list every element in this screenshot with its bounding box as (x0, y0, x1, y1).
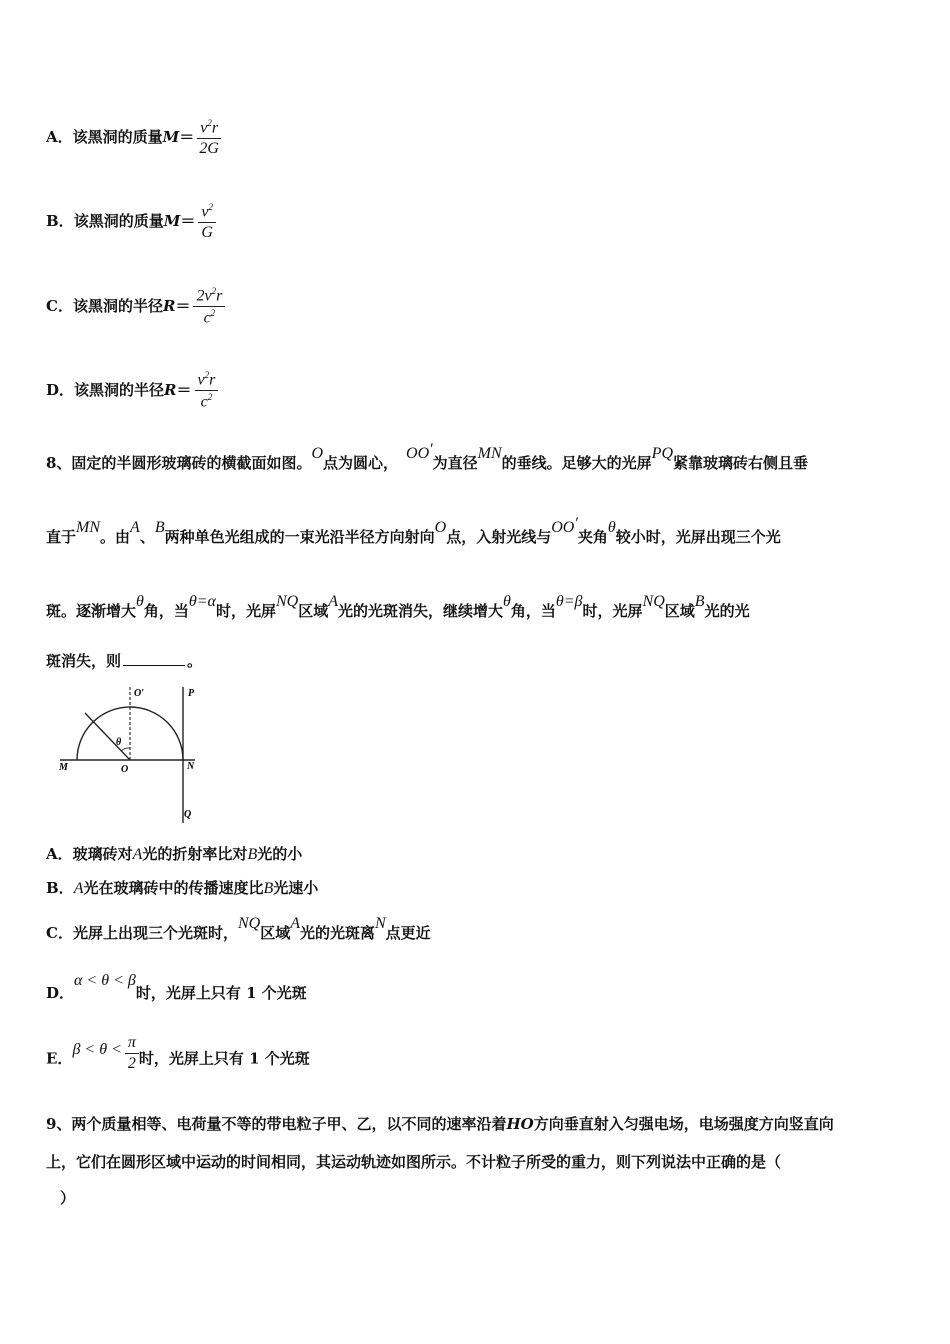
math: α (207, 593, 216, 610)
theta-arc (121, 748, 130, 751)
option-7b[interactable] (46, 202, 216, 242)
text: 9、两个质量相等、电荷量不等的带电粒子甲、乙，以不同的速率沿着 (46, 1115, 507, 1133)
q8-line-2 (46, 515, 781, 547)
text: D． (46, 984, 75, 1002)
option-7c[interactable] (46, 286, 225, 328)
math: A (73, 880, 84, 897)
frac-den: G (201, 224, 213, 242)
option-label: A． (46, 128, 73, 147)
option-7a[interactable] (46, 118, 221, 158)
option-label: D． (46, 380, 75, 399)
math: N (375, 915, 386, 932)
frac-num-exp: 2 (207, 118, 212, 128)
math: B (247, 846, 258, 863)
math: A (130, 519, 140, 536)
text: 的垂线。足够大的光屏 (501, 454, 652, 472)
label-N: N (187, 761, 195, 772)
text: 。由 (100, 528, 131, 546)
text: C．光屏上出现三个光斑时， (46, 924, 238, 942)
variable: M (163, 212, 181, 231)
math: ′ (574, 515, 578, 532)
math: B (694, 593, 705, 610)
q9-line-3: ） (60, 1189, 76, 1207)
equals: ＝ (176, 380, 192, 399)
equals: ＝ (180, 212, 196, 231)
text: 光速小 (273, 879, 319, 897)
variable: M (162, 128, 180, 147)
fraction (198, 202, 216, 242)
math: B (263, 880, 274, 897)
frac-num: π (125, 1034, 139, 1054)
math: A (132, 846, 143, 863)
variable: R (162, 296, 176, 315)
text: 光的光斑离 (299, 924, 375, 942)
text: 点，入射光线与 (446, 528, 552, 546)
math: θ=β (555, 593, 583, 610)
label-Q: Q (184, 809, 192, 820)
frac-num: v (200, 119, 208, 137)
frac-num: v (201, 203, 209, 221)
frac-num-exp: 2 (208, 202, 213, 212)
text: 角，当 (510, 602, 556, 620)
frac-den-exp: 2 (207, 392, 213, 403)
option-label: C． (46, 296, 73, 315)
text: 区域 (298, 602, 329, 620)
text: 角，当 (143, 602, 189, 620)
frac-num: 2v (196, 287, 212, 305)
text: 点为圆心， (323, 454, 399, 472)
q9-line-2: 上，它们在圆形区域中运动的时间相同，其运动轨迹如图所示。不计粒子所受的重力，则下列说法中正确的是（ (46, 1153, 782, 1171)
text: B． (46, 879, 74, 897)
math: α < θ < β (74, 972, 136, 989)
math: θ (607, 519, 616, 536)
math: NQ (237, 915, 261, 932)
q9-line-1 (46, 1113, 834, 1134)
math: O (434, 519, 447, 536)
text: 时，光屏 (215, 602, 276, 620)
math: MN (76, 519, 101, 536)
text: 两种单色光组成的一束光沿半径方向射向 (164, 528, 435, 546)
text: 光在玻璃砖中的传播速度比 (83, 879, 264, 897)
frac-num: v (197, 371, 205, 389)
text: 点更近 (385, 924, 431, 942)
text: 紧靠玻璃砖右侧且垂 (673, 454, 809, 472)
math: A (290, 915, 300, 932)
math: NQ (642, 593, 665, 610)
math: HO (506, 1115, 534, 1133)
math: β < θ < (72, 1040, 122, 1058)
equals: ＝ (179, 128, 195, 147)
frac-den: c (200, 393, 208, 411)
math: θ (188, 593, 197, 610)
text: 光的折射率比对 (142, 845, 248, 863)
frac-den-exp: 2 (210, 308, 216, 319)
option-text: 该黑洞的半径 (72, 296, 163, 315)
text: 时，光屏 (582, 602, 643, 620)
option-text: 该黑洞的质量 (72, 128, 163, 147)
text: 较小时，光屏出现三个光 (615, 528, 781, 546)
math: O (311, 445, 324, 462)
incident-ray (85, 713, 130, 760)
text: 区域 (664, 602, 695, 620)
fraction (125, 1034, 139, 1073)
q8-line-4 (46, 650, 202, 671)
label-P: P (188, 688, 195, 699)
frac-num-exp: 2 (204, 370, 210, 380)
label-theta: θ (116, 737, 122, 748)
text: 区域 (260, 924, 291, 942)
math: MN (477, 445, 502, 462)
text: 直于 (46, 528, 77, 546)
option-8d[interactable] (46, 972, 307, 1003)
frac-num-tail: r (216, 287, 223, 305)
label-O-prime: O′ (134, 688, 145, 699)
text: 8、固定的半圆形玻璃砖的横截面如图。 (46, 454, 312, 472)
option-8a[interactable] (46, 843, 302, 864)
label-M: M (59, 762, 68, 773)
text: 。 (187, 652, 203, 670)
semicircle-diagram (55, 683, 215, 828)
frac-num-tail: r (209, 371, 216, 389)
math: OO (406, 445, 430, 462)
text: E． (46, 1049, 73, 1068)
text: 时，光屏上只有 1 个光斑 (138, 1049, 310, 1068)
fraction (197, 118, 221, 158)
q8-line-3 (46, 593, 750, 621)
text: A．玻璃砖对 (46, 845, 133, 863)
fraction (193, 286, 225, 328)
option-8e[interactable] (46, 1034, 310, 1073)
option-text: 该黑洞的质量 (73, 212, 164, 231)
option-8c[interactable] (46, 915, 431, 943)
math: B (154, 519, 165, 536)
math: OO (551, 519, 575, 536)
frac-den: c (203, 309, 211, 327)
math: A (328, 593, 338, 610)
option-8b[interactable] (46, 877, 318, 898)
text: 光的光斑消失，继续增大 (338, 602, 504, 620)
q8-line-1 (46, 441, 809, 473)
text: 夹角 (577, 528, 608, 546)
option-7d[interactable] (46, 370, 218, 412)
text: 、 (139, 528, 155, 546)
text: 斑消失，则 (46, 652, 122, 670)
text: 光的光 (704, 602, 750, 620)
option-text: 该黑洞的半径 (74, 380, 165, 399)
math: ′ (429, 441, 433, 458)
text: 为直径 (432, 454, 478, 472)
fraction (195, 370, 219, 412)
frac-den: 2G (199, 140, 219, 158)
math: NQ (275, 593, 299, 610)
variable: R (164, 380, 177, 399)
math: PQ (651, 445, 673, 462)
text: 光的小 (257, 845, 303, 863)
frac-den: 2 (127, 1055, 136, 1072)
math: = (196, 593, 208, 610)
equals: ＝ (175, 296, 191, 315)
option-label: B． (46, 212, 74, 231)
label-O: O (121, 764, 129, 775)
text: 斑。逐渐增大 (46, 602, 137, 620)
answer-blank[interactable] (123, 651, 185, 666)
math: θ (503, 593, 511, 610)
math: θ (136, 593, 144, 610)
frac-num-exp: 2 (211, 286, 217, 296)
text: 方向垂直射入匀强电场，电场强度方向竖直向 (533, 1115, 834, 1133)
frac-num-tail: r (211, 119, 219, 137)
text: 时，光屏上只有 1 个光斑 (135, 984, 307, 1002)
